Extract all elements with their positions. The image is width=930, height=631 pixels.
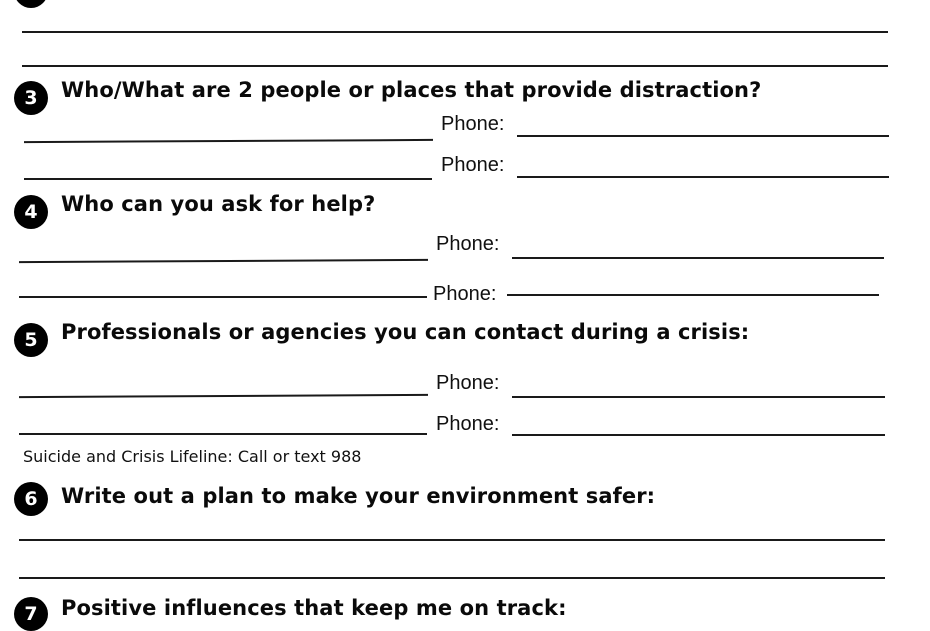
section-5-name-line-2[interactable] xyxy=(19,433,427,435)
section-4-phone-label-2: Phone: xyxy=(433,283,497,305)
section-3-phone-label-1: Phone: xyxy=(441,113,505,135)
section-3-phone-line-2[interactable] xyxy=(517,176,889,178)
section-3-badge: 3 xyxy=(14,81,48,115)
section-2-badge xyxy=(14,0,48,8)
section-5-name-line-1[interactable] xyxy=(19,394,428,398)
section-3-phone-line-1[interactable] xyxy=(517,135,889,137)
section-5-badge: 5 xyxy=(14,323,48,357)
section-7-heading: Positive influences that keep me on track: xyxy=(61,596,567,620)
section-2-line-2[interactable] xyxy=(22,65,888,67)
section-4-name-line-2[interactable] xyxy=(19,296,427,298)
section-6-line-2[interactable] xyxy=(19,577,885,579)
section-3-name-line-2[interactable] xyxy=(24,178,432,180)
section-4-name-line-1[interactable] xyxy=(19,259,428,263)
section-6-badge: 6 xyxy=(14,482,48,516)
section-4-phone-line-2[interactable] xyxy=(507,294,879,296)
section-3-phone-label-2: Phone: xyxy=(441,154,505,176)
section-6-heading: Write out a plan to make your environment safer: xyxy=(61,484,656,508)
section-5-phone-label-2: Phone: xyxy=(436,413,500,435)
section-3-heading: Who/What are 2 people or places that provide distraction? xyxy=(61,78,762,102)
section-4-heading: Who can you ask for help? xyxy=(61,192,376,216)
section-5-phone-line-2[interactable] xyxy=(512,434,885,436)
section-5-heading: Professionals or agencies you can contact during a crisis: xyxy=(61,320,750,344)
section-4-badge: 4 xyxy=(14,195,48,229)
section-7-badge: 7 xyxy=(14,597,48,631)
section-6-line-1[interactable] xyxy=(19,539,885,541)
crisis-lifeline-note: Suicide and Crisis Lifeline: Call or text 988 xyxy=(23,447,362,466)
section-3-name-line-1[interactable] xyxy=(24,139,433,143)
section-2-line-1[interactable] xyxy=(22,31,888,33)
section-5-phone-line-1[interactable] xyxy=(512,396,885,398)
section-5-phone-label-1: Phone: xyxy=(436,372,500,394)
section-4-phone-line-1[interactable] xyxy=(512,257,884,259)
section-4-phone-label-1: Phone: xyxy=(436,233,500,255)
